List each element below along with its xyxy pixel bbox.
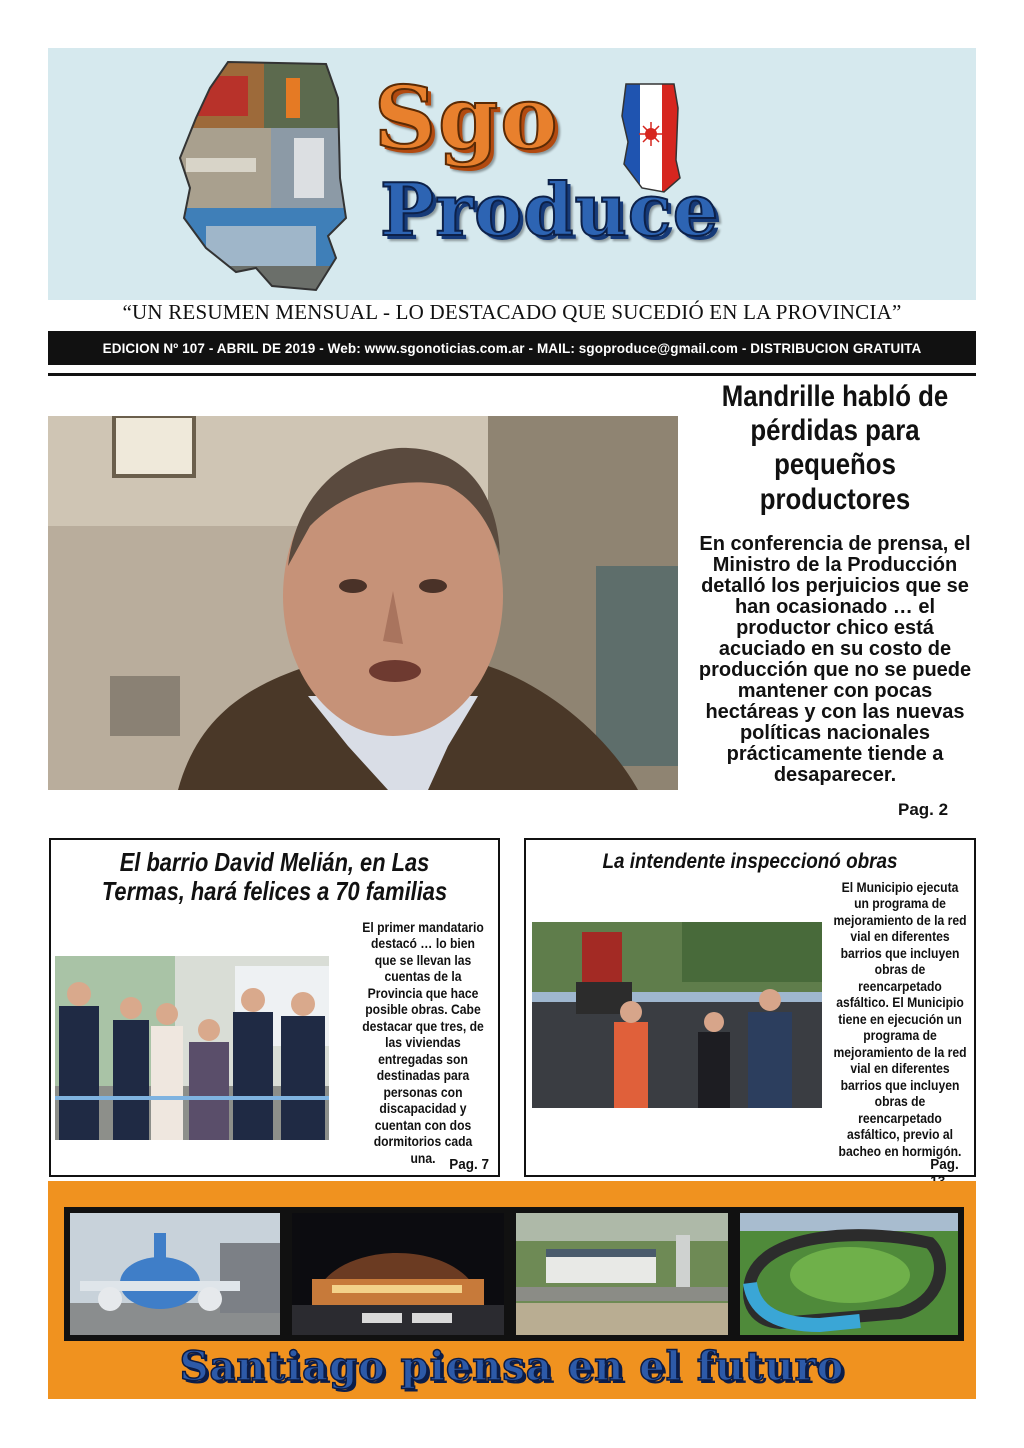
road-works-photo [532,922,822,1108]
night-building-photo [292,1213,504,1335]
lead-page-ref: Pag. 2 [898,800,949,819]
tagline: “UN RESUMEN MENSUAL - LO DESTACADO QUE SUCEDIÓ EN LA PROVINCIA” [122,300,902,324]
story-intendente-headline: La intendente inspeccionó obras [602,850,898,873]
lead-photo-minister-portrait [48,416,678,790]
masthead [48,48,976,300]
road-works-illustration [532,922,822,1108]
ribbon-cutting-photo [55,956,329,1140]
lead-headline: Mandrille habló de pérdidas para pequeños productores [721,380,949,516]
future-band [48,1181,976,1399]
airplane-illustration [70,1213,280,1335]
logo-produce-text: Produce [380,167,720,252]
portrait-illustration [48,416,678,790]
slogan: Santiago piensa en el futuro [179,1343,845,1390]
story-box-intendente [524,838,976,1177]
airplane-photo [70,1213,280,1335]
night-building-illustration [292,1213,504,1335]
photo-strip [64,1207,964,1341]
airport-aerial-photo [516,1213,728,1335]
racetrack-aerial-photo [740,1213,958,1335]
ribbon-cutting-illustration [55,956,329,1140]
logo-sgo-text: Sgo [374,68,560,169]
story-intendente-page-ref: Pag. [930,1156,959,1173]
story-box-barrio [49,838,500,1177]
story-intendente-text: El Municipio ejecuta un programa de mejoramiento de la red vial en diferentes barrios que incluyen obras de reencarpetado asfáltico. El Municipio tiene en ejecución un programa de mejoramiento de la red vial en diferentes barrios que incluyen obras de reencarpetado asfáltico, previo al bacheo en hormigón. [833,880,967,1159]
airport-aerial-illustration [516,1213,728,1335]
story-barrio-page-ref: Pag. 7 [449,1156,489,1173]
story-barrio-headline: El barrio David Melián, en Las Termas, hará felices a 70 familias [101,847,448,906]
edition-bar: EDICION Nº 107 - ABRIL DE 2019 - Web: www.sgonoticias.com.ar - MAIL: sgoproduce@gmail.com - DISTRIBUCION GRATUITA [48,331,976,365]
racetrack-illustration [740,1213,958,1335]
province-map-collage-logo [176,58,351,294]
story-barrio-text: El primer mandatario destacó … lo bien que se llevan las cuentas de la Provincia que hace posible obras. Cabe destacar que tres, de las viviendas entregadas son destinadas para personas con discapacidad y cuentan con dos dormitorios cada una. [362,920,484,1166]
lead-summary: En conferencia de prensa, el Ministro de la Producción detalló los perjuicios que se han ocasionado … el productor chico está acuciado en su costo de producción que no se puede mantener con pocas hectáreas y con las nuevas políticas nacionales prácticamente tiende a desaparecer. [698,533,972,786]
divider [48,373,976,376]
